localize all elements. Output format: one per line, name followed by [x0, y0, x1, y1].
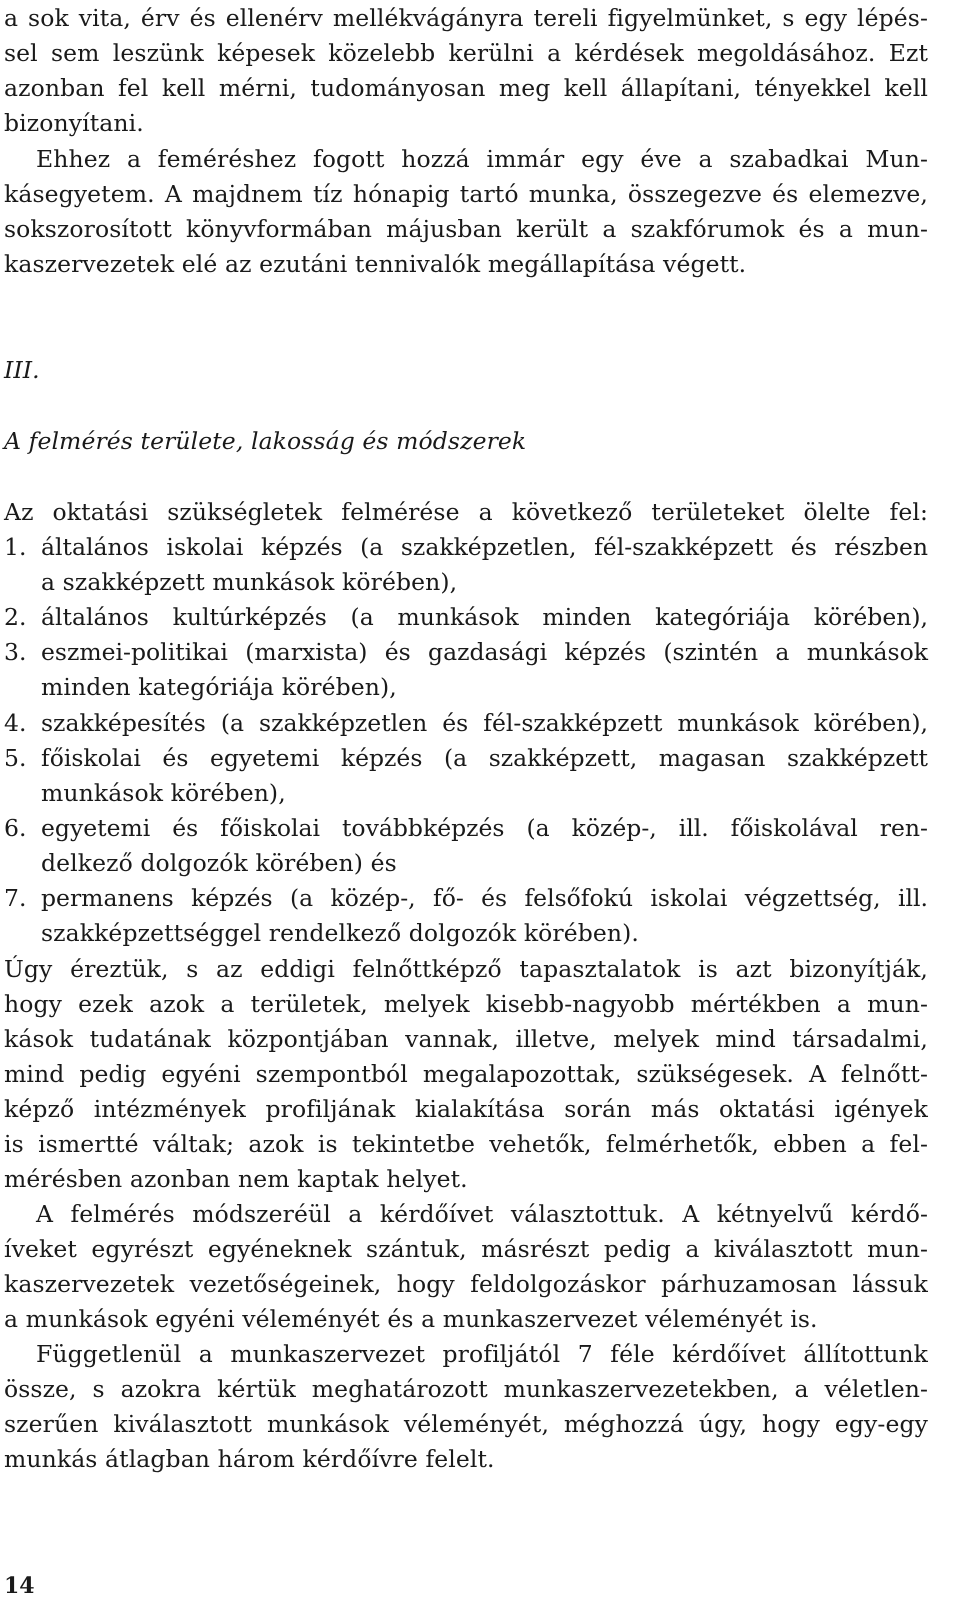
body-text-line: hogy ezek azok a területek, melyek kisebb-nagyobb mértékben a mun- — [4, 990, 928, 1018]
body-text-line: azonban fel kell mérni, tudományosan meg kell állapítani, tényekkel kell — [4, 74, 928, 102]
list-item-text: szakképesítés (a szakképzetlen és fél-szakképzett munkások körében), — [41, 709, 928, 737]
list-item — [4, 529, 928, 565]
body-text-line: is ismertté váltak; azok is tekintetbe vehetők, felmérhetők, ebben a fel- — [4, 1130, 928, 1158]
body-text-line: mind pedig egyéni szempontból megalapozottak, szükségesek. A felnőtt- — [4, 1060, 928, 1088]
list-item-continuation: szakképzettséggel rendelkező dolgozók körében). — [41, 919, 639, 947]
list-item-text: általános kultúrképzés (a munkások minden kategóriája körében), — [41, 603, 928, 631]
list-item-continuation: a szakképzett munkások körében), — [41, 568, 458, 596]
section-title: A felmérés területe, lakosság és módszerek — [4, 427, 527, 455]
body-text-line: bizonyítani. — [4, 109, 144, 137]
list-item-text: egyetemi és főiskolai továbbképzés (a közép-, ill. főiskolával ren- — [41, 814, 928, 842]
body-text-line: össze, s azokra kértük meghatározott munkaszervezetekben, a véletlen- — [4, 1375, 928, 1403]
body-text-line: A felmérés módszeréül a kérdőívet választottuk. A kétnyelvű kérdő- — [36, 1200, 928, 1228]
list-item-continuation: munkások körében), — [41, 779, 286, 807]
body-text-line: íveket egyrészt egyéneknek szántuk, másrészt pedig a kiválasztott mun- — [4, 1235, 928, 1263]
list-item — [4, 740, 928, 776]
list-item — [4, 810, 928, 846]
list-item-number: 6. — [4, 814, 27, 842]
body-text-line: mérésben azonban nem kaptak helyet. — [4, 1165, 468, 1193]
body-text-line: kásegyetem. A majdnem tíz hónapig tartó munka, összegezve és elemezve, — [4, 180, 928, 208]
body-text-line: képző intézmények profiljának kialakítása során más oktatási igények — [4, 1095, 928, 1123]
list-item-text: eszmei-politikai (marxista) és gazdasági képzés (szintén a munkások — [41, 638, 928, 666]
page-number: 14 — [4, 1573, 35, 1599]
body-text-line: munkás átlagban három kérdőívre felelt. — [4, 1445, 495, 1473]
body-text-line: sokszorosított könyvformában májusban került a szakfórumok és a mun- — [4, 215, 928, 243]
list-item-number: 7. — [4, 884, 27, 912]
list-item-number: 3. — [4, 638, 27, 666]
list-item — [4, 880, 928, 916]
list-item-text: főiskolai és egyetemi képzés (a szakképzett, magasan szakképzett — [41, 744, 928, 772]
body-text-line: kaszervezetek elé az ezutáni tennivalók megállapítása végett. — [4, 250, 747, 278]
body-text-line: a munkások egyéni véleményét és a munkaszervezet véleményét is. — [4, 1305, 818, 1333]
list-item-continuation: minden kategóriája körében), — [41, 673, 397, 701]
list-item — [4, 634, 928, 670]
list-item-number: 1. — [4, 533, 27, 561]
list-item-continuation: delkező dolgozók körében) és — [41, 849, 397, 877]
body-text-line: kaszervezetek vezetőségeinek, hogy feldolgozáskor párhuzamosan lássuk — [4, 1270, 928, 1298]
list-item — [4, 599, 928, 635]
body-text-line: sel sem leszünk képesek közelebb kerülni a kérdések megoldásához. Ezt — [4, 39, 928, 67]
list-item-number: 2. — [4, 603, 27, 631]
list-item-number: 4. — [4, 709, 27, 737]
body-text-line: a sok vita, érv és ellenérv mellékvágányra tereli figyelmünket, s egy lépés- — [4, 4, 928, 32]
list-item-number: 5. — [4, 744, 27, 772]
list-item-text: permanens képzés (a közép-, fő- és felsőfokú iskolai végzettség, ill. — [41, 884, 928, 912]
body-text-line: Függetlenül a munkaszervezet profiljától 7 féle kérdőívet állítottunk — [36, 1340, 928, 1368]
body-text-line: kások tudatának központjában vannak, illetve, melyek mind társadalmi, — [4, 1025, 928, 1053]
list-intro: Az oktatási szükségletek felmérése a következő területeket ölelte fel: — [4, 498, 928, 526]
list-item-text: általános iskolai képzés (a szakképzetlen, fél-szakképzett és részben — [41, 533, 928, 561]
body-text-line: szerűen kiválasztott munkások véleményét, méghozzá úgy, hogy egy-egy — [4, 1410, 928, 1438]
body-text-line: Úgy éreztük, s az eddigi felnőttképző tapasztalatok is azt bizonyítják, — [4, 955, 928, 983]
list-item — [4, 705, 928, 741]
section-number: III. — [4, 356, 40, 384]
body-text-line: Ehhez a feméréshez fogott hozzá immár egy éve a szabadkai Mun- — [36, 145, 928, 173]
